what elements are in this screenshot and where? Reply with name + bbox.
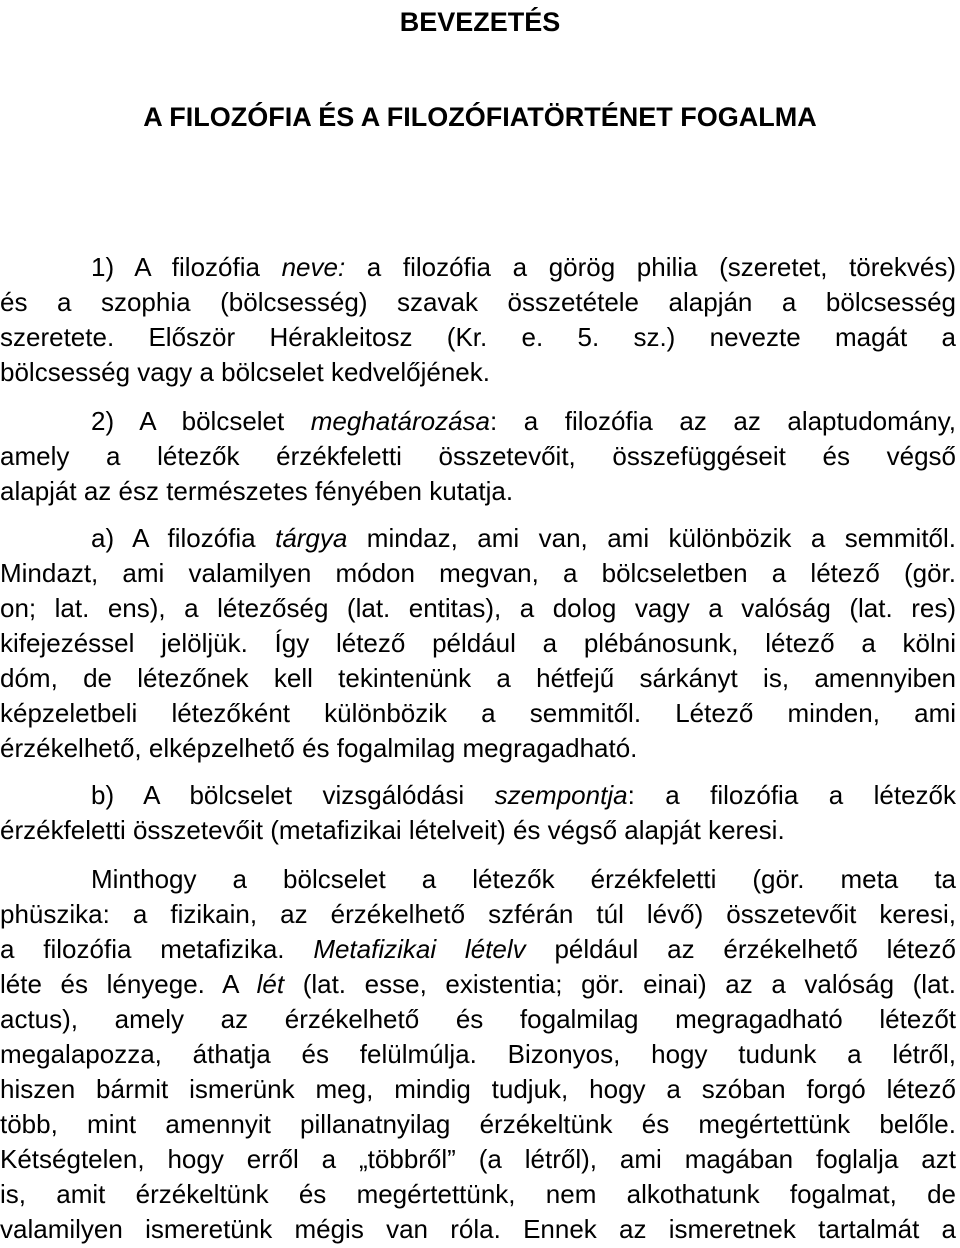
text-run: léte és lényege. A (0, 969, 257, 999)
text-run: érzékelhető, elképzelhető és fogalmilag megragadható. (0, 733, 638, 763)
page-title: BEVEZETÉS (399, 7, 561, 37)
text-line (91, 404, 956, 438)
text-line (91, 521, 956, 555)
chapter-title: A FILOZÓFIA ÉS A FILOZÓFIATÖRTÉNET FOGALMA (143, 102, 817, 132)
text-line (0, 439, 956, 473)
text-run: több, mint amennyit pillanatnyilag érzékeltünk és megértettünk belőle. (0, 1109, 956, 1139)
text-line (91, 250, 956, 284)
text-run: b) A bölcselet vizsgálódási (91, 780, 495, 810)
text-line (0, 355, 956, 389)
text-run: képzeletbeli létezőként különbözik a semmitől. Létező minden, ami (0, 698, 956, 728)
text-line (91, 778, 956, 812)
emphasis-term: szempontja (494, 780, 628, 810)
text-run: kifejezéssel jelöljük. Így létező például a plébánosunk, létező a kölni (0, 628, 956, 658)
text-line (0, 1037, 956, 1071)
text-run: és a szophia (bölcsesség) szavak összetétele alapján a bölcsesség (0, 287, 956, 317)
text-line (0, 1072, 956, 1106)
text-run: 1) A filozófia (91, 252, 282, 282)
text-line (0, 591, 956, 625)
text-line (0, 1002, 956, 1036)
text-run: phüszika: a fizikain, az érzékelhető szférán túl lévő) összetevőit keresi, (0, 899, 956, 929)
text-run: érzékfeletti összetevőit (metafizikai lételveit) és végső alapját keresi. (0, 815, 785, 845)
text-run: a filozófia a görög philia (szeretet, törekvés) (345, 252, 957, 282)
emphasis-term: tárgya (275, 523, 348, 553)
text-run: Mindazt, ami valamilyen módon megvan, a bölcseletben a létező (gör. (0, 558, 956, 588)
emphasis-term: Metafizikai lételv (313, 934, 526, 964)
text-line (0, 897, 956, 931)
text-run: valamilyen ismeretünk mégis van róla. Ennek az ismeretnek tartalmát a (0, 1214, 956, 1244)
text-run: például az érzékelhető létező (525, 934, 956, 964)
text-run: dóm, de létezőnek kell tekintenünk a hétfejű sárkányt is, amennyiben (0, 663, 956, 693)
text-line (0, 1142, 956, 1176)
text-line (0, 731, 956, 765)
text-run: 2) A bölcselet (91, 406, 311, 436)
text-line (0, 1107, 956, 1141)
text-run: (lat. esse, existentia; gör. einai) az a valóság (lat. (284, 969, 956, 999)
text-line (0, 285, 956, 319)
text-run: bölcsesség vagy a bölcselet kedvelőjének. (0, 357, 490, 387)
text-run: a filozófia metafizika. (0, 934, 314, 964)
text-line (0, 696, 956, 730)
text-line (0, 1177, 956, 1211)
text-run: : a filozófia az az alaptudomány, (490, 406, 956, 436)
emphasis-term: meghatározása (310, 406, 490, 436)
text-line (0, 661, 956, 695)
text-run: amely a létezők érzékfeletti összetevőit, összefüggéseit és végső (0, 441, 956, 471)
text-line (0, 967, 956, 1001)
text-line (0, 626, 956, 660)
text-run: Kétségtelen, hogy erről a „többről” (a létről), ami magában foglalja azt (0, 1144, 956, 1174)
text-run: megalapozza, áthatja és felülmúlja. Bizonyos, hogy tudunk a létről, (0, 1039, 956, 1069)
text-run: : a filozófia a létezők (627, 780, 956, 810)
text-line (0, 1212, 956, 1246)
emphasis-term: neve: (281, 252, 346, 282)
text-run: actus), amely az érzékelhető és fogalmilag megragadható létezőt (0, 1004, 956, 1034)
text-run: hiszen bármit ismerünk meg, mindig tudjuk, hogy a szóban forgó létező (0, 1074, 956, 1104)
text-run: a) A filozófia (91, 523, 276, 553)
text-line (0, 556, 956, 590)
text-line (0, 813, 956, 847)
text-line (0, 474, 956, 508)
text-run: alapját az ész természetes fényében kutatja. (0, 476, 514, 506)
text-line (0, 932, 956, 966)
text-run: on; lat. ens), a létezőség (lat. entitas), a dolog vagy a valóság (lat. res) (0, 593, 956, 623)
text-run: szeretete. Először Hérakleitosz (Kr. e. 5. sz.) nevezte magát a (0, 322, 956, 352)
text-run: mindaz, ami van, ami különbözik a semmitől. (347, 523, 956, 553)
text-line (91, 862, 956, 896)
text-line (0, 320, 956, 354)
text-run: Minthogy a bölcselet a létezők érzékfeletti (gör. meta ta (91, 864, 956, 894)
emphasis-term: lét (256, 969, 285, 999)
text-run: is, amit érzékeltünk és megértettünk, nem alkothatunk fogalmat, de (0, 1179, 956, 1209)
